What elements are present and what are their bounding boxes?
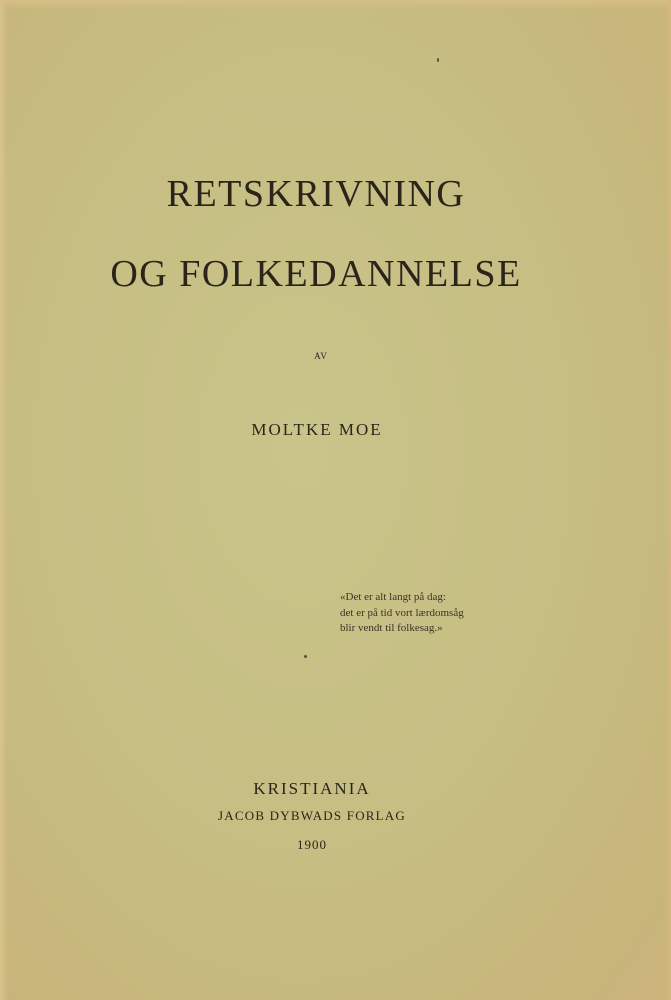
byline-prefix: AV <box>314 351 328 361</box>
publication-year: 1900 <box>297 837 327 852</box>
title-line-2: OG FOLKEDANNELSE <box>110 253 522 295</box>
paper-edge-right <box>665 0 671 1000</box>
title-line-1: RETSKRIVNING <box>166 173 466 215</box>
motto-line-3: blir vendt til folkesag.» <box>340 622 443 634</box>
author-name: MOLTKE MOE <box>251 420 383 439</box>
publication-city: KRISTIANIA <box>253 779 371 798</box>
paper-speck <box>304 655 307 658</box>
publisher-name: JACOB DYBWADS FORLAG <box>218 808 406 823</box>
motto-quote <box>340 590 464 637</box>
paper-speck <box>437 58 439 62</box>
paper-edge-top <box>0 0 671 10</box>
motto-line-2: det er på tid vort lærdomsåg <box>340 606 464 619</box>
motto-line-1: «Det er alt langt på dag: <box>340 591 446 603</box>
